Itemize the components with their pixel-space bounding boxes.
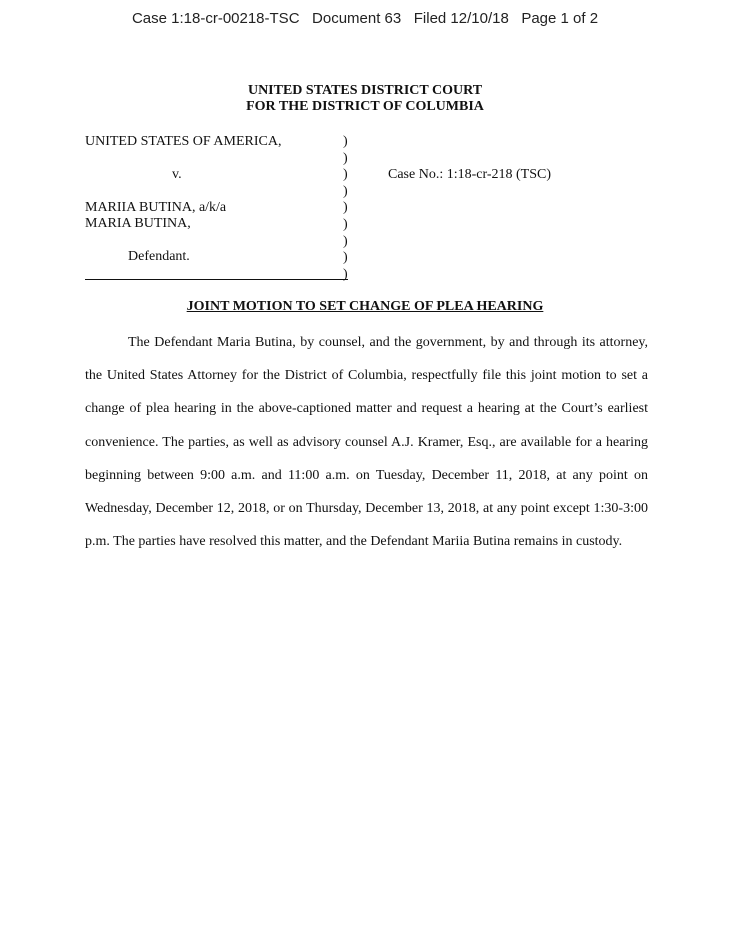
paren: ) (343, 183, 348, 199)
paren: ) (343, 134, 348, 149)
court-district: FOR THE DISTRICT OF COLUMBIA (246, 99, 484, 114)
case-number: Case No.: 1:18-cr-218 (TSC) (388, 167, 552, 182)
paren: ) (343, 266, 348, 282)
paren: ) (343, 250, 348, 266)
paren: ) (343, 216, 348, 232)
motion-title: JOINT MOTION TO SET CHANGE OF PLEA HEARING (186, 299, 544, 314)
case-caption (85, 134, 645, 282)
court-name: UNITED STATES DISTRICT COURT (247, 83, 483, 98)
caption-rule (85, 279, 348, 280)
court-heading (0, 83, 730, 115)
filing-stamp: Case 1:18-cr-00218-TSC Document 63 Filed 12/10/18 Page 1 of 2 (131, 10, 599, 27)
paren: ) (343, 150, 348, 166)
defendant-role: Defendant. (128, 249, 190, 264)
versus-label: v. (172, 167, 182, 182)
paren: ) (343, 233, 348, 249)
defendant-alias: MARIA BUTINA, (85, 216, 191, 231)
paren: ) (343, 200, 348, 216)
paren: ) (343, 167, 348, 183)
motion-body: The Defendant Maria Butina, by counsel, and the government, by and through its attorney, the United States Attorney for the District of Columbia, respectfully file this joint motion to set a change of plea hearing in the above-captioned matter and request a hearing at the Court’s earliest convenience. The parties, as well as advisory counsel A.J. Kramer, Esq., are available for a hearing beginning between 9:00 a.m. and 11:00 a.m. on Tuesday, December 11, 2018, at any point on Wednesday, December 12, 2018, or on Thursday, December 13, 2018, at any point except 1:30-3:00 p.m. The parties have resolved this matter, and the Defendant Mariia Butina remains in custody. (85, 335, 648, 550)
defendant-name: MARIIA BUTINA, a/k/a (85, 200, 227, 215)
caption-parentheses (343, 134, 348, 283)
plaintiff-name: UNITED STATES OF AMERICA, (85, 134, 282, 149)
